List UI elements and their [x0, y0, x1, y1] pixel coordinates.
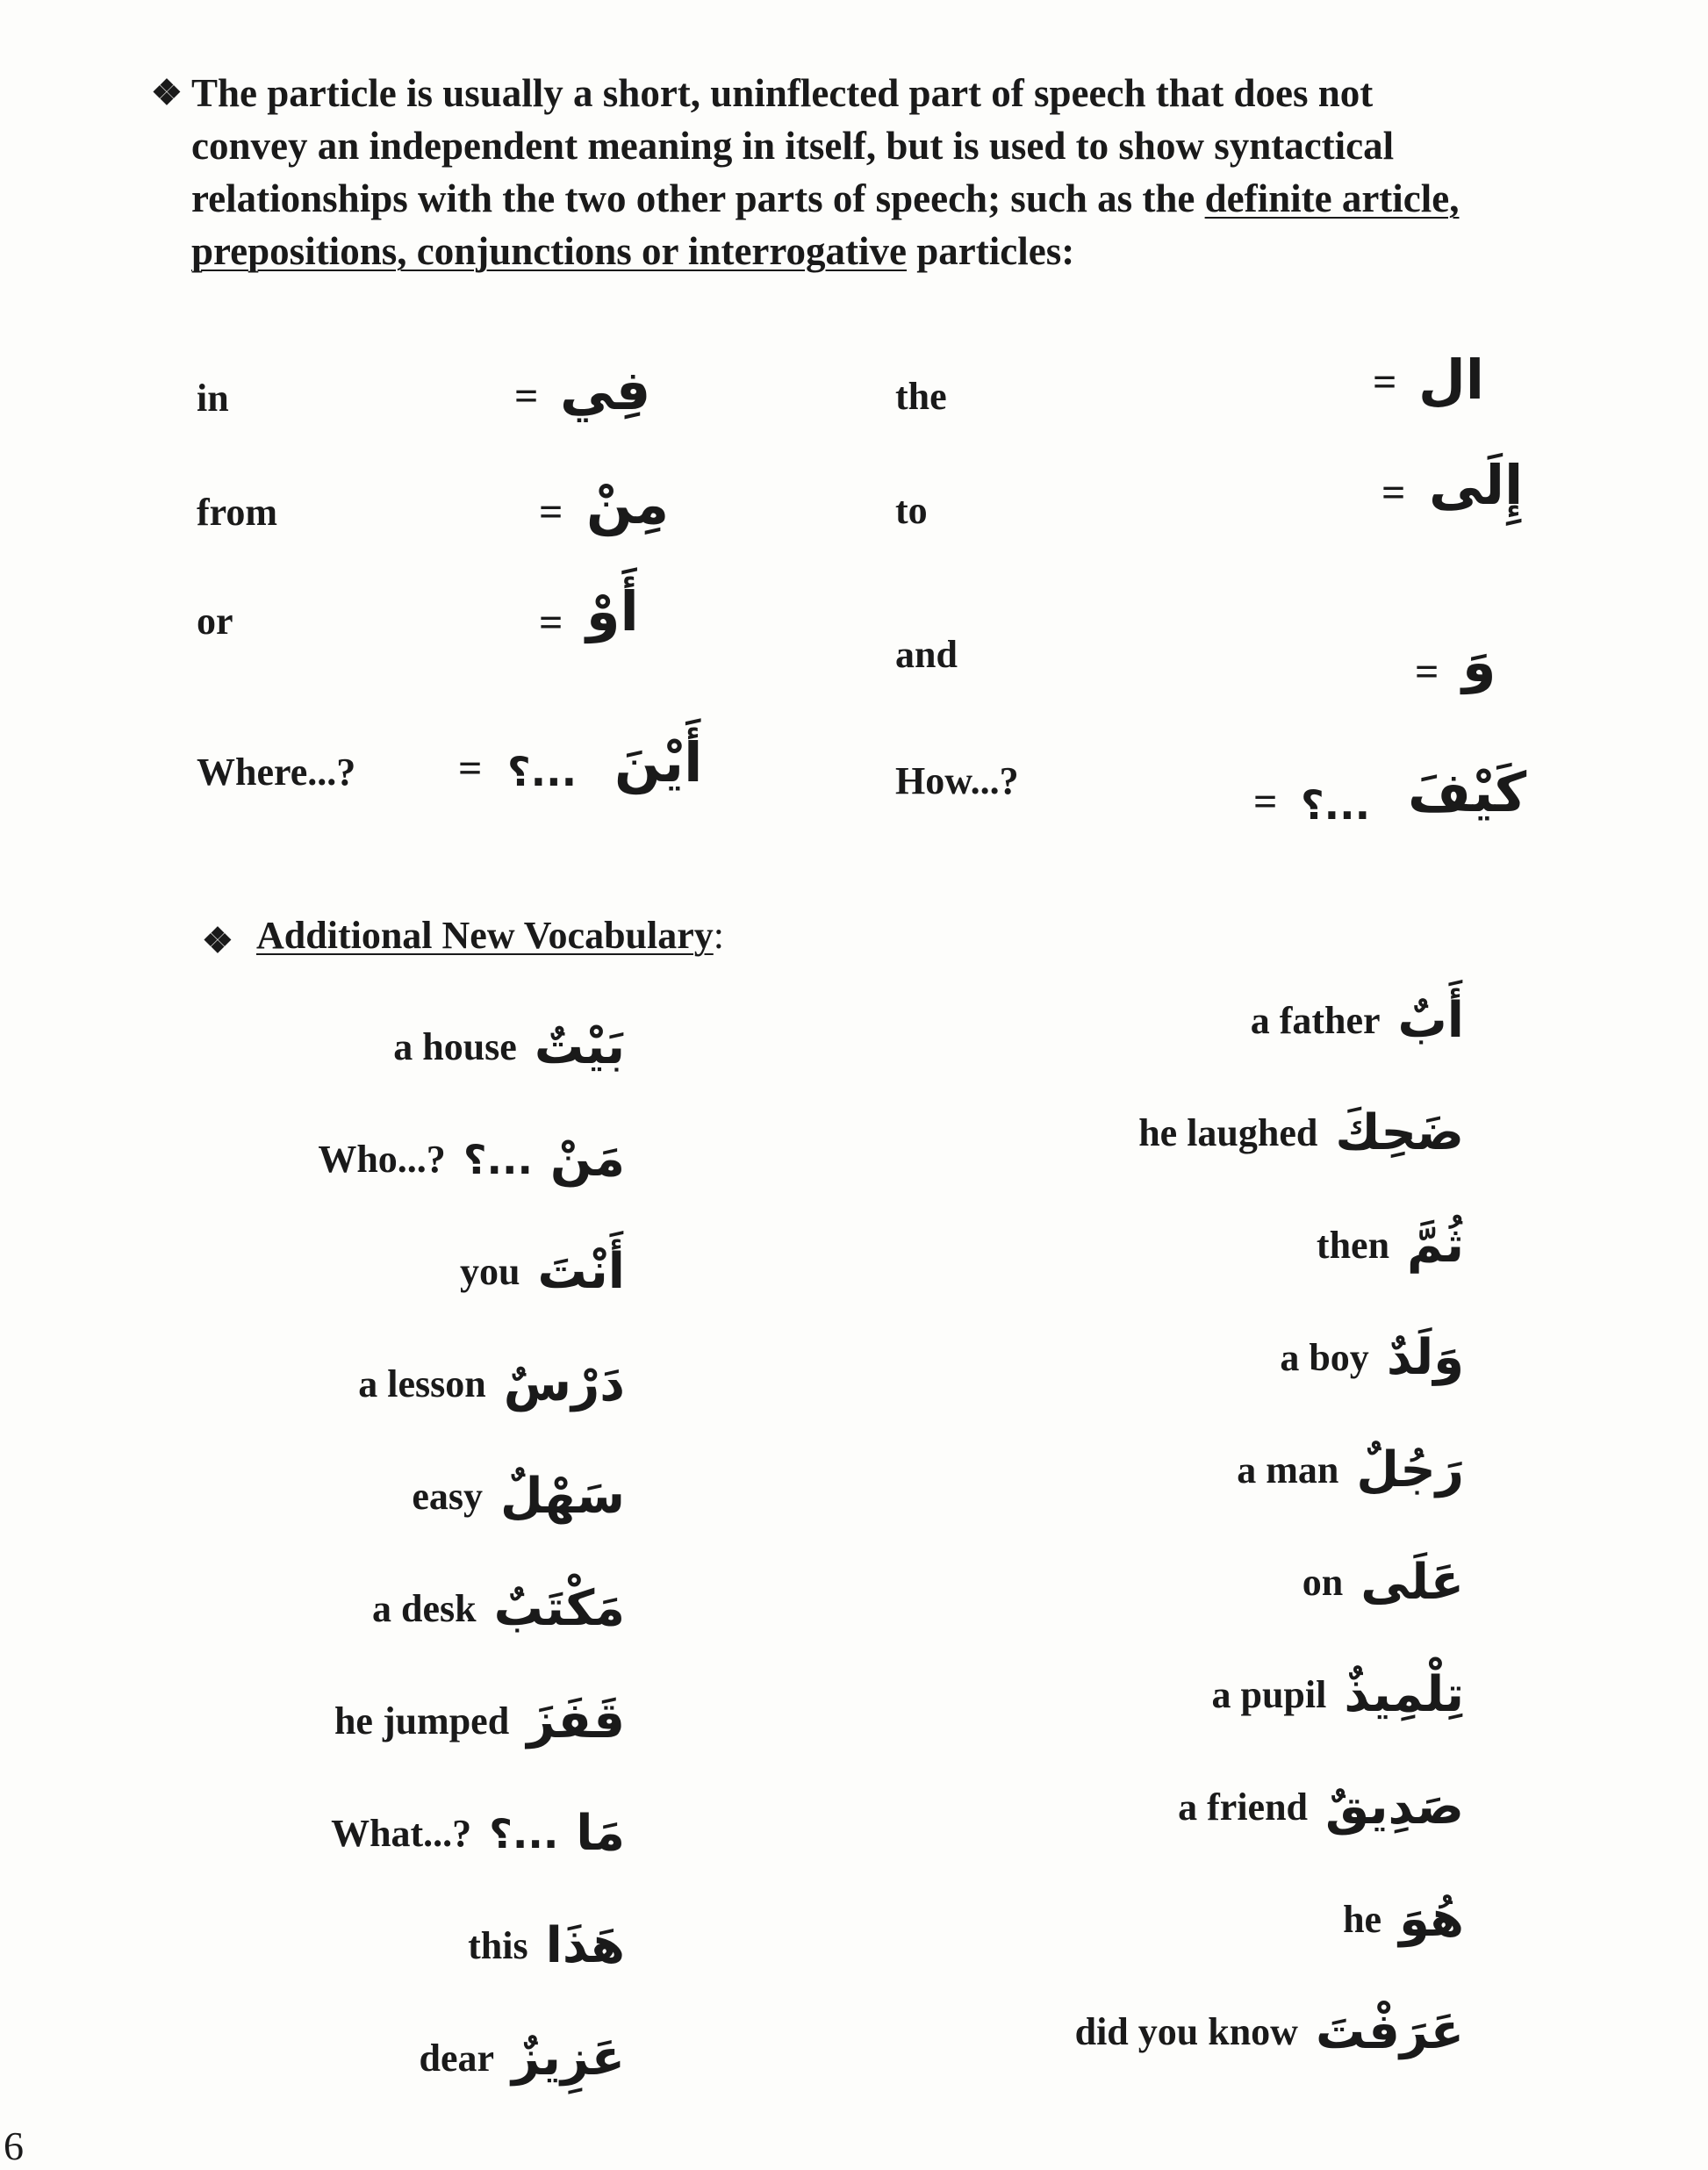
- vocab-arabic: دَرْسٌ: [503, 1355, 625, 1412]
- vocab-row: [1343, 1891, 1464, 1948]
- vocab-english: a desk: [372, 1587, 477, 1630]
- intro-line-4: prepositions, conjunctions or interrogative particles:: [191, 229, 1075, 273]
- vocab-english: a house: [393, 1025, 517, 1068]
- vocab-row: [1211, 1666, 1464, 1723]
- vocab-english: this: [468, 1924, 528, 1967]
- vocab-row: [1280, 1329, 1464, 1386]
- vocab-arabic: صَدِيقٌ: [1325, 1778, 1464, 1836]
- particle-how-question: ...؟: [1301, 781, 1371, 829]
- particle-and-en: and: [895, 633, 958, 676]
- vocab-arabic: وَلَدٌ: [1386, 1329, 1464, 1386]
- intro-line-3: relationships with the two other parts of speech; such as the definite article,: [191, 176, 1460, 220]
- particle-and-ar: وَ: [1462, 630, 1496, 694]
- vocab-row: [372, 1580, 625, 1637]
- vocab-english: a pupil: [1211, 1673, 1327, 1716]
- underlined-definite-article: definite article,: [1204, 176, 1460, 220]
- particle-where-ar: أَيْنَ: [614, 730, 703, 794]
- vocab-english: then: [1316, 1224, 1390, 1267]
- vocab-row: [1251, 992, 1464, 1049]
- vocab-arabic: أَبٌ: [1397, 992, 1464, 1049]
- vocab-english: a boy: [1280, 1336, 1369, 1379]
- particle-the-ar: ال: [1418, 348, 1485, 412]
- vocab-row: [460, 1243, 625, 1300]
- particle-the-en: the: [895, 375, 947, 418]
- particle-how-ar: كَيْفَ: [1408, 760, 1527, 824]
- vocab-question-mark: ...؟: [489, 1809, 559, 1857]
- equals-sign: =: [539, 489, 563, 535]
- vocab-arabic: عَزِيزٌ: [512, 2030, 625, 2087]
- particle-in-ar: فِي: [560, 358, 651, 422]
- vocab-english: you: [460, 1250, 520, 1293]
- equals-sign: =: [514, 373, 539, 420]
- vocab-english: Who...?: [318, 1138, 446, 1181]
- vocab-english: What...?: [331, 1812, 472, 1855]
- vocab-question-mark: ...؟: [463, 1135, 533, 1183]
- vocab-english: did you know: [1074, 2010, 1298, 2053]
- equals-sign: =: [1381, 470, 1406, 516]
- vocab-english: he: [1343, 1898, 1382, 1941]
- particle-how-en: How...?: [895, 759, 1019, 802]
- vocab-english: a friend: [1178, 1786, 1309, 1829]
- vocab-arabic: تِلْمِيذٌ: [1344, 1666, 1464, 1723]
- equals-sign: =: [1373, 359, 1397, 406]
- particle-or-ar: أَوْ: [586, 579, 639, 643]
- vocab-english: he jumped: [334, 1699, 510, 1742]
- particle-where-question: ...؟: [507, 748, 578, 795]
- vocab-arabic: قَفَزَ: [527, 1692, 625, 1750]
- vocab-row: [334, 1692, 625, 1750]
- vocab-arabic: مَنْ: [549, 1131, 625, 1188]
- equals-sign: =: [1253, 779, 1278, 825]
- vocab-row: [1317, 1217, 1464, 1274]
- equals-sign: =: [1415, 649, 1439, 695]
- vocab-row: [1303, 1554, 1464, 1611]
- vocab-row: [331, 1805, 625, 1862]
- vocab-english: a lesson: [358, 1362, 486, 1405]
- intro-line-1: The particle is usually a short, uninflected part of speech that does not: [191, 71, 1374, 115]
- vocab-english: he laughed: [1138, 1111, 1318, 1154]
- vocab-row: [1075, 2003, 1464, 2060]
- vocab-row: [1237, 1441, 1464, 1498]
- vocab-heading-label: Additional New Vocabulary: [256, 914, 714, 957]
- page-number: 6: [4, 2123, 24, 2168]
- vocab-english: a father: [1250, 999, 1381, 1042]
- particle-to-en: to: [895, 489, 928, 532]
- intro-line-2: convey an independent meaning in itself, but is used to show syntactical: [191, 124, 1395, 168]
- vocab-row: [358, 1355, 625, 1412]
- particle-in-en: in: [197, 377, 229, 420]
- particle-where-en: Where...?: [197, 751, 356, 794]
- vocab-row: [1178, 1778, 1464, 1836]
- vocab-english: on: [1302, 1561, 1344, 1604]
- vocab-english: dear: [419, 2037, 495, 2080]
- vocab-arabic: بَيْتٌ: [534, 1018, 625, 1075]
- vocab-arabic: مَكْتَبٌ: [493, 1580, 625, 1637]
- vocab-arabic: عَلَى: [1360, 1554, 1464, 1611]
- vocab-english: a man: [1237, 1448, 1339, 1491]
- vocab-heading: Additional New Vocabulary:: [256, 914, 724, 957]
- vocab-arabic: أَنْتَ: [537, 1243, 625, 1300]
- vocab-arabic: سَهْلٌ: [499, 1468, 625, 1525]
- vocab-row: [420, 2030, 625, 2087]
- vocab-row: [1138, 1104, 1464, 1161]
- particle-or-en: or: [197, 600, 233, 643]
- vocab-row: [393, 1018, 625, 1075]
- underlined-prepositions: prepositions, conjunctions or interrogative: [191, 229, 908, 273]
- particle-to-ar: إِلَى: [1429, 453, 1524, 517]
- vocab-arabic: مَا: [576, 1805, 625, 1862]
- vocab-row: [468, 1917, 625, 1974]
- vocab-arabic: ثُمَّ: [1407, 1217, 1464, 1274]
- intro-bullet-icon: ❖: [151, 73, 183, 112]
- vocab-arabic: رَجُلٌ: [1356, 1441, 1464, 1498]
- vocab-arabic: ضَحِكَ: [1335, 1104, 1464, 1161]
- vocab-row: [412, 1468, 625, 1525]
- particle-from-ar: مِنْ: [586, 472, 670, 536]
- vocab-bullet-icon: ❖: [202, 921, 233, 960]
- intro-paragraph: [191, 67, 1596, 277]
- vocab-arabic: هُوَ: [1399, 1891, 1464, 1948]
- equals-sign: =: [458, 745, 483, 792]
- particle-from-en: from: [197, 491, 278, 534]
- vocab-arabic: هَذَا: [545, 1917, 625, 1974]
- vocab-arabic: عَرَفْتَ: [1315, 2003, 1464, 2060]
- vocab-english: easy: [412, 1475, 483, 1518]
- equals-sign: =: [539, 600, 563, 646]
- vocab-row: [318, 1131, 625, 1188]
